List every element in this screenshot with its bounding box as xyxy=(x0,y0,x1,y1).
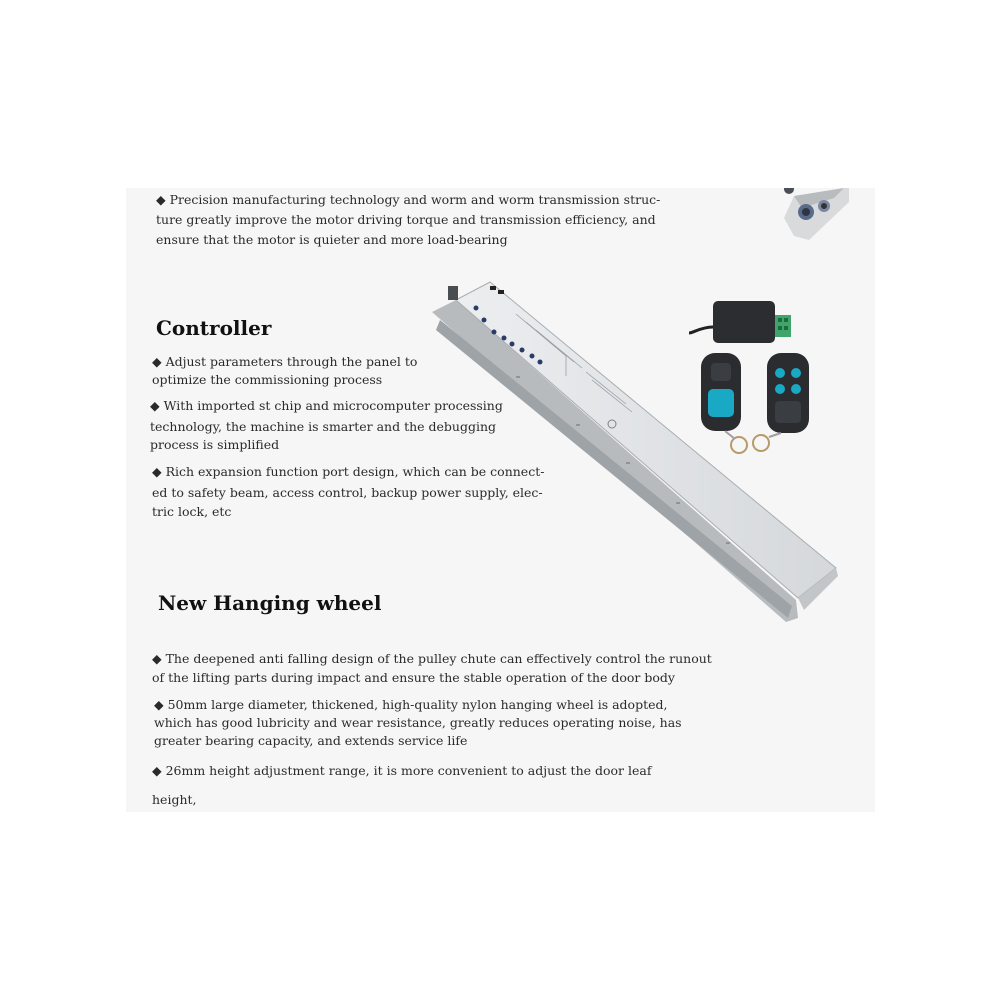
motor-line-2: ture greatly improve the motor driving torque and transmission efficiency, and xyxy=(156,212,656,227)
wheel-bullet-2-line-2: which has good lubricity and wear resistance, greatly reduces operating noise, has xyxy=(154,715,682,730)
hanging-wheel-heading: New Hanging wheel xyxy=(158,591,382,615)
controller-bullet-3-line-3: tric lock, etc xyxy=(152,504,232,519)
bracket-photo xyxy=(774,188,849,243)
controller-bullet-3-line-1: ◆ Rich expansion function port design, which can be connect- xyxy=(152,464,545,479)
wheel-bullet-1-line-1: ◆ The deepened anti falling design of the pulley chute can effectively control the runout xyxy=(152,651,712,666)
wheel-bullet-2-line-1: ◆ 50mm large diameter, thickened, high-quality nylon hanging wheel is adopted, xyxy=(154,697,668,712)
motor-line-3: ensure that the motor is quieter and more load-bearing xyxy=(156,232,508,247)
controller-bullet-2-line-3: process is simplified xyxy=(150,437,280,452)
product-detail-panel xyxy=(126,188,875,812)
wheel-bullet-1-line-2: of the lifting parts during impact and ensure the stable operation of the door body xyxy=(152,670,675,685)
wheel-bullet-2-line-3: greater bearing capacity, and extends service life xyxy=(154,733,468,748)
controller-bullet-1-line-2: optimize the commissioning process xyxy=(152,372,383,387)
controller-bullet-1-line-1: ◆ Adjust parameters through the panel to xyxy=(152,354,418,369)
wheel-bullet-3-line-2: height, xyxy=(152,792,197,807)
receiver-and-remotes-photo xyxy=(681,293,831,473)
controller-bullet-2-line-2: technology, the machine is smarter and the debugging xyxy=(150,419,497,434)
controller-bullet-3-line-2: ed to safety beam, access control, backup power supply, elec- xyxy=(152,485,543,500)
wheel-bullet-3-line-1: ◆ 26mm height adjustment range, it is more convenient to adjust the door leaf xyxy=(152,763,652,778)
controller-heading: Controller xyxy=(156,316,272,340)
motor-line-1: ◆ Precision manufacturing technology and worm and worm transmission struc- xyxy=(156,192,661,207)
controller-bullet-2-line-1: ◆ With imported st chip and microcomputer processing xyxy=(150,398,503,413)
